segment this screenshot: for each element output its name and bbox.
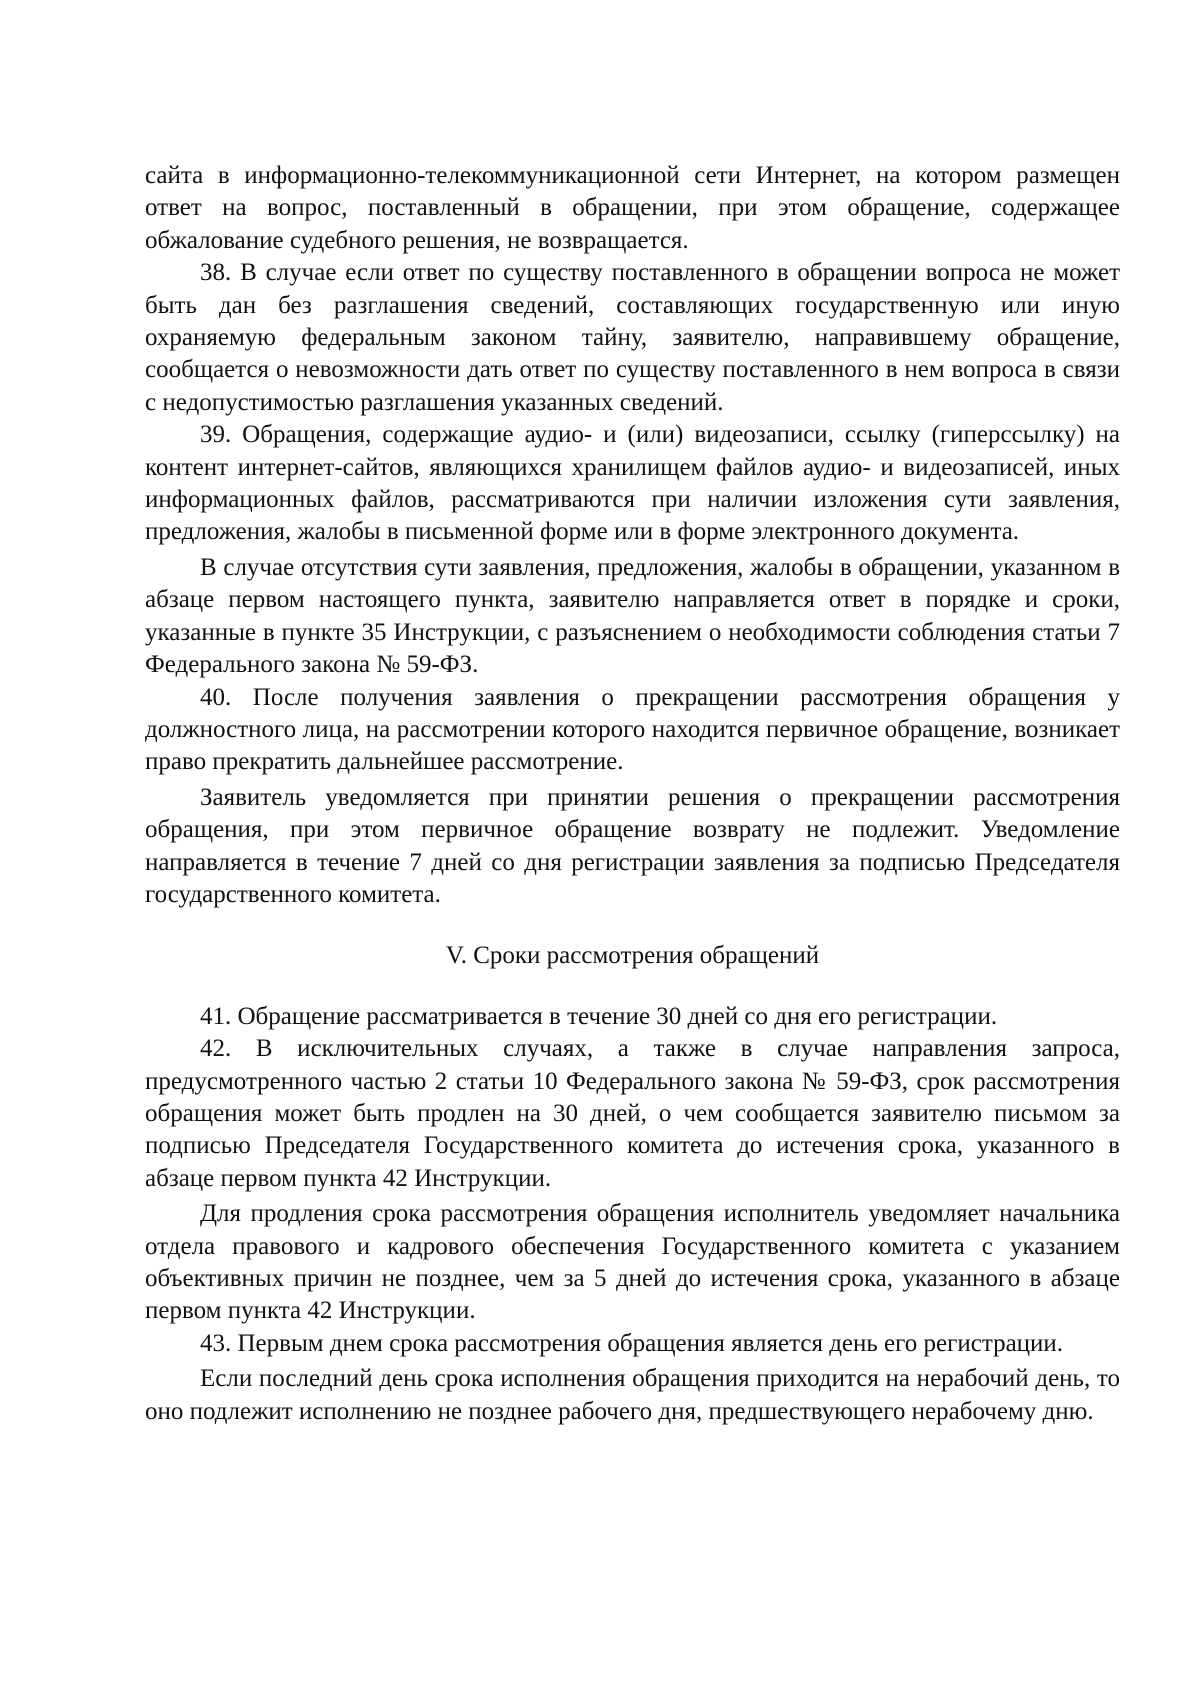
paragraph-continuation: сайта в информационно-телекоммуникационной сети Интернет, на котором размещен ответ на вопрос, поставленный в обращении, при этом обращение, содержащее обжалование судебного решения, не возвращается. [145,162,1120,254]
document-page [145,160,1120,1428]
paragraph-38: 38. В случае если ответ по существу поставленного в обращении вопроса не может быть дан без разглашения сведений, составляющих государственную или иную охраняемую федеральным законом тайну, заявителю, направившему обращение, сообщается о невозможности дать ответ по существу поставленного в нем вопроса в связи с недопустимостью разглашения указанных сведений. [145,259,1120,416]
paragraph-41: 41. Обращение рассматривается в течение 30 дней со дня его регистрации. [200,1002,998,1030]
paragraph-40: 40. После получения заявления о прекращении рассмотрения обращения у должностного лица, на рассмотрении которого находится первичное обращение, возникает право прекратить дальнейшее рассмотрение. [145,683,1120,776]
paragraph-40-second: Заявитель уведомляется при принятии решения о прекращении рассмотрения обращения, при этом первичное обращение возврату не подлежит. Уведомление направляется в течение 7 дней со дня регистрации заявления за подписью Председателя государственного комитета. [145,783,1120,908]
paragraph-39: 39. Обращения, содержащие аудио- и (или) видеозаписи, ссылку (гиперссылку) на контент интернет-сайтов, являющихся хранилищем файлов аудио- и видеозаписей, иных информационных файлов, рассматриваются при наличии изложения сути заявления, предложения, жалобы в письменной форме или в форме электронного документа. [145,421,1120,546]
paragraph-39-second: В случае отсутствия сути заявления, предложения, жалобы в обращении, указанном в абзаце первом настоящего пункта, заявителю направляется ответ в порядке и сроки, указанные в пункте 35 Инструкции, с разъяснением о необходимости соблюдения статьи 7 Федерального закона № 59-ФЗ. [145,553,1120,679]
section-heading: V. Сроки рассмотрения обращений [445,942,820,970]
paragraph-42-second: Для продления срока рассмотрения обращения исполнитель уведомляет начальника отдела правового и кадрового обеспечения Государственного комитета с указанием объективных причин не позднее, чем за 5 дней до истечения срока, указанного в абзаце первом пункта 42 Инструкции. [145,1200,1120,1325]
paragraph-43-second: Если последний день срока исполнения обращения приходится на нерабочий день, то оно подлежит исполнению не позднее рабочего дня, предшествующего нерабочему дню. [145,1365,1120,1425]
paragraph-43: 43. Первым днем срока рассмотрения обращения является день его регистрации. [200,1329,1064,1357]
paragraph-42: 42. В исключительных случаях, а также в случае направления запроса, предусмотренного частью 2 статьи 10 Федерального закона № 59-ФЗ, срок рассмотрения обращения может быть продлен на 30 дней, о чем сообщается заявителю письмом за подписью Председателя Государственного комитета до истечения срока, указанного в абзаце первом пункта 42 Инструкции. [145,1035,1120,1192]
